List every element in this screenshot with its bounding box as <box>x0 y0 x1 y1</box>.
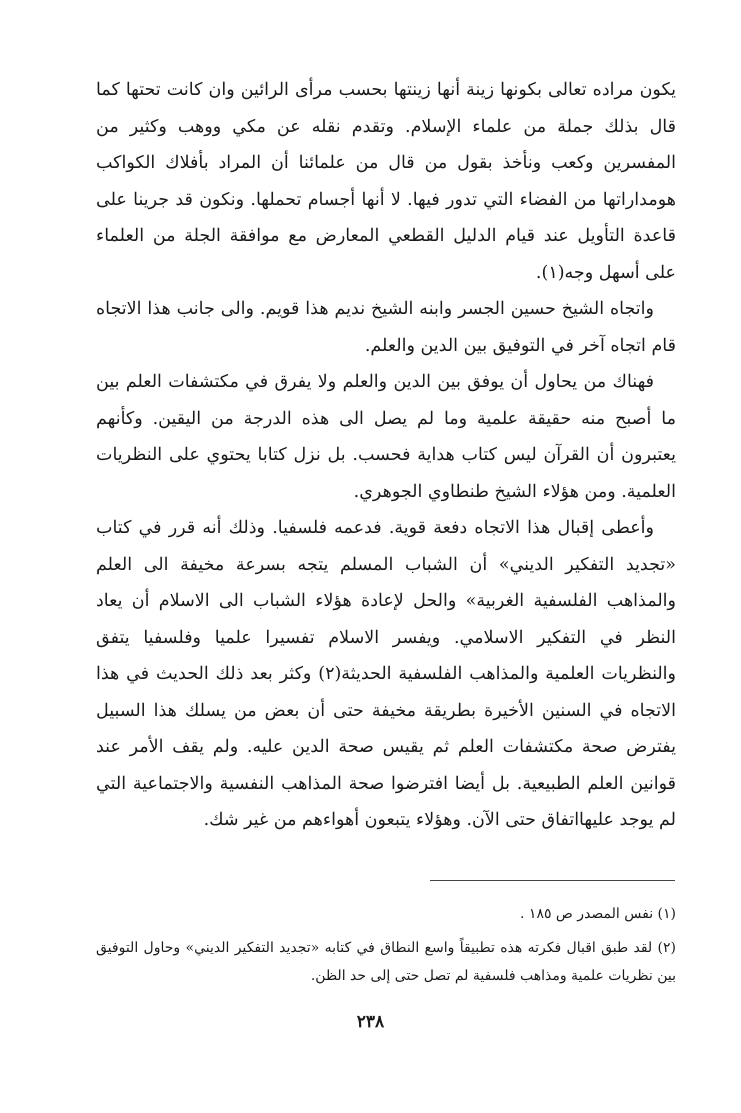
footnotes <box>96 900 676 996</box>
footnote-2: (٢) لقد طبق اقبال فكرته هذه تطبيقاً واسع النطاق في كتابه «تجديد التفكير الديني» وحاول التوفيق بين نظريات علمية ومذاهب فلسفية لم تصل حتى إلى حد الظن. <box>96 940 676 984</box>
main-text <box>96 72 676 839</box>
paragraph-3: فهناك من يحاول أن يوفق بين الدين والعلم ولا يفرق في مكتشفات العلم بين ما أصبح منه حقيقة علمية وما لم يصل الى هذه الدرجة من اليقين. وكأنهم يعتبرون أن القرآن ليس كتاب هداية فحسب. بل نزل كتابا يحتوي على النظريات العلمية. ومن هؤلاء الشيخ طنطاوي الجوهري. <box>96 372 676 502</box>
paragraph-4: وأعطى إقبال هذا الاتجاه دفعة قوية. فدعمه فلسفيا. وذلك أنه قرر في كتاب «تجديد التفكير الديني» أن الشباب المسلم يتجه بسرعة مخيفة الى العلم والمذاهب الفلسفية الغربية» والحل لإعادة هؤلاء الشباب الى الاسلام أن يعاد النظر في التفكير الاسلامي. ويفسر الاسلام تفسيرا علميا وفلسفيا يتفق والنظريات العلمية والمذاهب الفلسفية الحديثة(٢) وكثر بعد ذلك الحديث في هذا الاتجاه في السنين الأخيرة بطريقة مخيفة حتى أن بعض من يسلك هذا السبيل يفترض صحة مكتشفات العلم ثم يقيس صحة الدين عليه. ولم يقف الأمر عند قوانين العلم الطبيعية. بل أيضا افترضوا صحة المذاهب النفسية والاجتماعية التي لم يوجد عليهااتفاق حتى الآن. وهؤلاء يتبعون أهواءهم من غير شك. <box>96 518 676 830</box>
paragraph-1: يكون مراده تعالى بكونها زينة أنها زينتها بحسب مرأى الرائين وان كانت تحتها كما قال بذلك جملة من علماء الإسلام. وتقدم نقله عن مكي ووهب وكثير من المفسرين وكعب ونأخذ بقول من قال من علمائنا أن المراد بأفلاك الكواكب هومداراتها من الفضاء التي تدور فيها. لا أنها أجسام تحملها. ونكون قد جرينا على قاعدة التأويل عند قيام الدليل القطعي المعارض مع موافقة الجلة من العلماء على أسهل وجه(١). <box>96 80 676 283</box>
paragraph-2: واتجاه الشيخ حسين الجسر وابنه الشيخ نديم هذا قويم. والى جانب هذا الاتجاه قام اتجاه آخر في التوفيق بين الدين والعلم. <box>96 299 676 356</box>
footnote-divider <box>430 880 675 881</box>
footnote-1: (١) نفس المصدر ص ١٨٥ . <box>520 906 676 922</box>
page-number: ٢٣٨ <box>356 1012 385 1032</box>
